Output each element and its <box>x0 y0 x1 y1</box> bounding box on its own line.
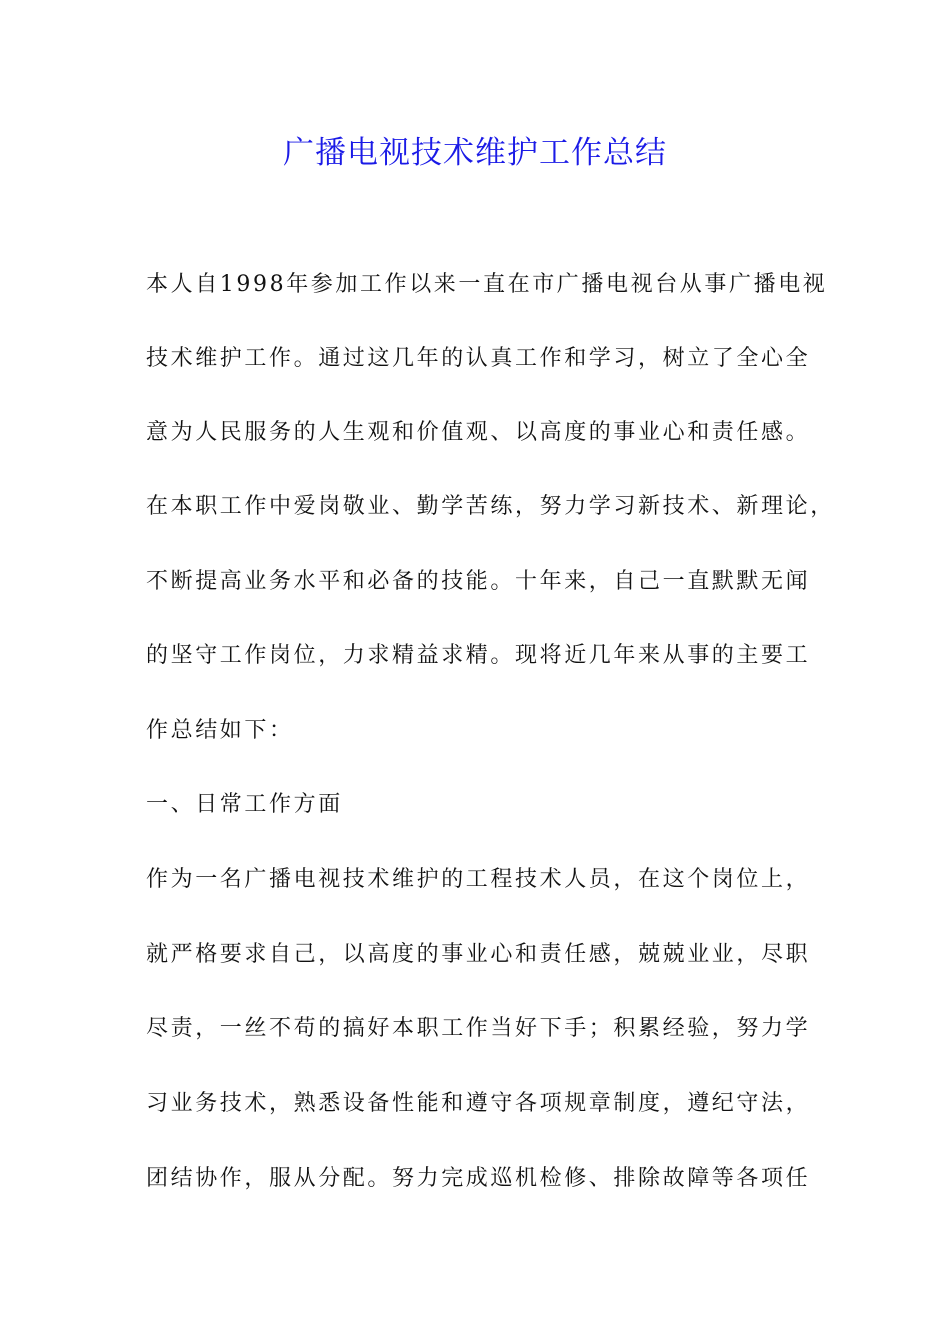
body-line-5: 不断提高业务水平和必备的技能。十年来，自己一直默默无闻 <box>146 569 811 594</box>
body-line-7: 作总结如下： <box>146 718 294 743</box>
body-line-10: 就严格要求自己，以高度的事业心和责任感，兢兢业业，尽职 <box>146 942 811 967</box>
body-line-2: 技术维护工作。通过这几年的认真工作和学习，树立了全心全 <box>146 346 811 371</box>
body-line-4: 在本职工作中爱岗敬业、勤学苦练，努力学习新技术、新理论， <box>146 494 835 519</box>
section-heading: 一、日常工作方面 <box>146 792 343 817</box>
body-line-9: 作为一名广播电视技术维护的工程技术人员，在这个岗位上， <box>146 867 811 892</box>
body-line-1: 本人自1998年参加工作以来一直在市广播电视台从事广播电视 <box>146 272 828 297</box>
body-line-11: 尽责，一丝不苟的搞好本职工作当好下手；积累经验，努力学 <box>146 1016 811 1041</box>
body-line-12: 习业务技术，熟悉设备性能和遵守各项规章制度，遵纪守法， <box>146 1091 811 1116</box>
body-line-3: 意为人民服务的人生观和价值观、以高度的事业心和责任感。 <box>146 420 811 445</box>
document-title: 广播电视技术维护工作总结 <box>283 135 667 171</box>
body-line-6: 的坚守工作岗位，力求精益求精。现将近几年来从事的主要工 <box>146 643 811 668</box>
body-line-13: 团结协作，服从分配。努力完成巡机检修、排除故障等各项任 <box>146 1166 811 1191</box>
